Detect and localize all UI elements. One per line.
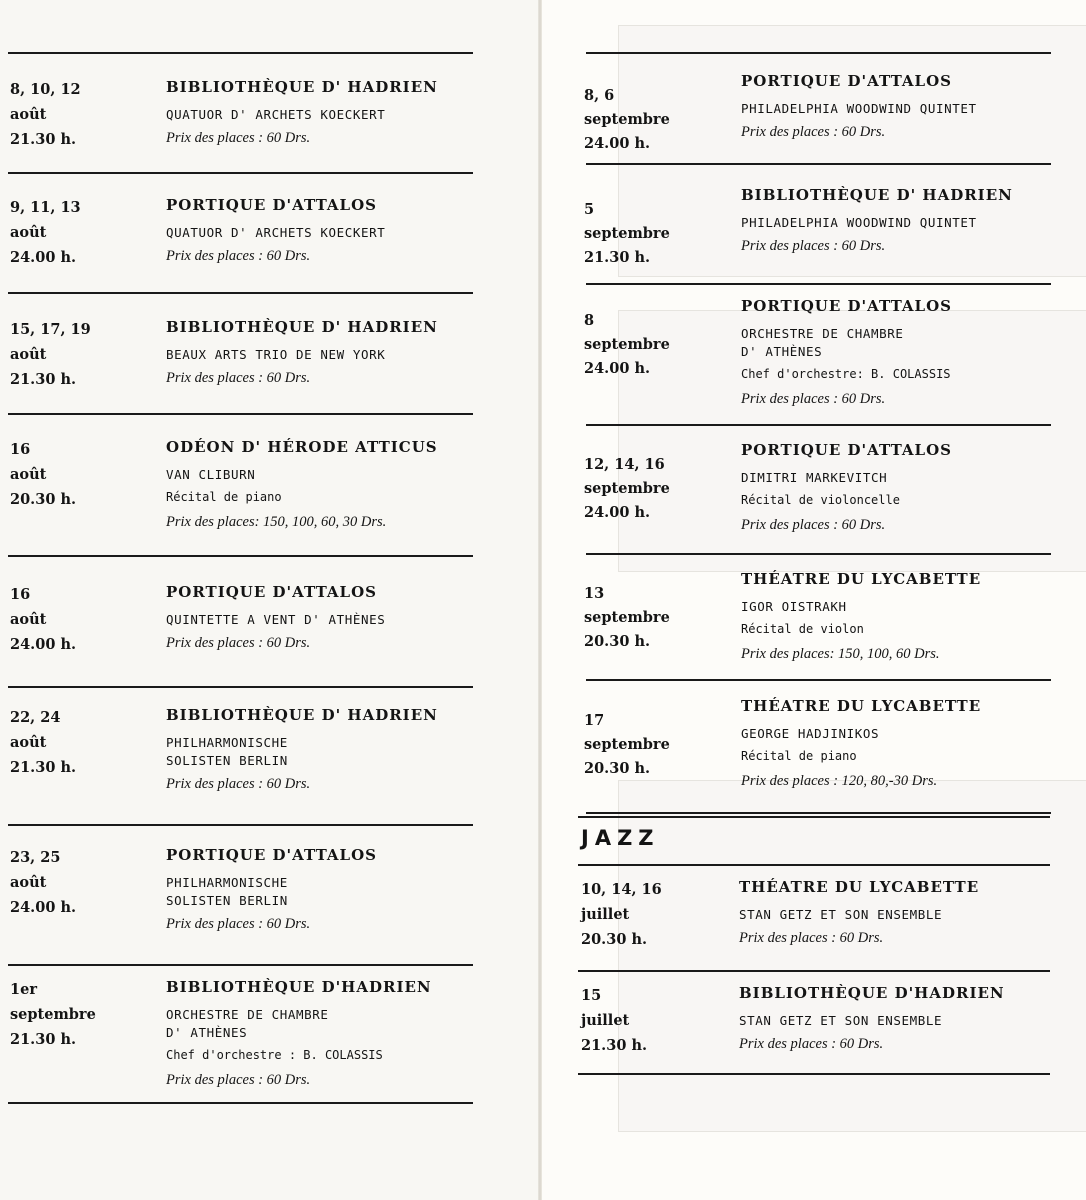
entry-time: 24.00 h. [584,360,651,377]
venue-name: THÉATRE DU LYCABETTE [739,878,980,896]
performer-name: PHILHARMONISCHE [166,875,288,890]
section-divider [578,970,1050,972]
performer-name: ORCHESTRE DE CHAMBRE [741,326,904,341]
entry-time: 21.30 h. [10,371,77,388]
entry-dates: 9, 11, 13 [10,199,81,216]
performance-detail: Récital de piano [741,749,857,763]
ticket-price: Prix des places : 60 Drs. [166,248,311,264]
entry-dates: 13 [584,585,605,602]
section-divider [586,679,1051,681]
page-fold [538,0,542,1200]
venue-name: PORTIQUE D'ATTALOS [166,196,378,214]
section-divider [8,172,473,174]
entry-dates: 16 [10,586,31,603]
section-divider [586,283,1051,285]
entry-month: septembre [584,336,670,353]
venue-name: BIBLIOTHÈQUE D' HADRIEN [166,318,438,336]
section-divider [8,686,473,688]
entry-dates: 5 [584,201,595,218]
section-divider [586,553,1051,555]
ticket-price: Prix des places : 60 Drs. [166,1072,311,1088]
performer-name: ORCHESTRE DE CHAMBRE [166,1007,329,1022]
entry-month: juillet [581,1012,630,1029]
ticket-price: Prix des places : 60 Drs. [741,238,886,254]
entry-dates: 23, 25 [10,849,61,866]
entry-month: septembre [584,480,670,497]
entry-month: août [10,734,47,751]
entry-time: 24.00 h. [10,899,77,916]
performer-name: GEORGE HADJINIKOS [741,726,880,741]
entry-time: 20.30 h. [584,760,651,777]
ticket-price: Prix des places: 150, 100, 60 Drs. [741,646,940,662]
section-divider [8,413,473,415]
section-divider [8,555,473,557]
entry-month: août [10,611,47,628]
performer-name: QUATUOR D' ARCHETS KOECKERT [166,225,386,240]
performer-name: SOLISTEN BERLIN [166,893,288,908]
entry-dates: 8, 6 [584,87,615,104]
entry-dates: 17 [584,712,605,729]
entry-month: septembre [584,111,670,128]
entry-dates: 22, 24 [10,709,61,726]
entry-time: 20.30 h. [584,633,651,650]
ticket-price: Prix des places : 60 Drs. [166,370,311,386]
performer-name: D' ATHÈNES [166,1025,248,1040]
ticket-price: Prix des places : 60 Drs. [166,916,311,932]
entry-time: 21.30 h. [581,1037,648,1054]
entry-dates: 1er [10,981,37,998]
entry-time: 21.30 h. [10,131,77,148]
entry-month: juillet [581,906,630,923]
entry-month: septembre [584,609,670,626]
performer-name: PHILADELPHIA WOODWIND QUINTET [741,215,977,230]
venue-name: PORTIQUE D'ATTALOS [166,846,378,864]
section-divider [8,1102,473,1104]
venue-name: THÉATRE DU LYCABETTE [741,697,982,715]
venue-name: BIBLIOTHÈQUE D' HADRIEN [166,78,438,96]
performer-name: BEAUX ARTS TRIO DE NEW YORK [166,347,386,362]
performer-name: D' ATHÈNES [741,344,823,359]
section-divider [578,816,1050,818]
entry-dates: 12, 14, 16 [584,456,665,473]
entry-month: septembre [584,225,670,242]
performer-name: QUINTETTE A VENT D' ATHÈNES [166,612,386,627]
ticket-price: Prix des places : 60 Drs. [166,635,311,651]
entry-time: 21.30 h. [10,759,77,776]
entry-time: 20.30 h. [581,931,648,948]
ticket-price: Prix des places : 60 Drs. [166,776,311,792]
section-divider [586,424,1051,426]
entry-month: août [10,874,47,891]
section-divider [8,52,473,54]
entry-dates: 10, 14, 16 [581,881,662,898]
entry-time: 21.30 h. [10,1031,77,1048]
ticket-price: Prix des places : 60 Drs. [739,1036,884,1052]
performer-name: SOLISTEN BERLIN [166,753,288,768]
venue-name: ODÉON D' HÉRODE ATTICUS [166,438,438,456]
section-divider [578,1073,1050,1075]
ticket-price: Prix des places : 60 Drs. [741,517,886,533]
performer-name: DIMITRI MARKEVITCH [741,470,888,485]
entry-month: septembre [10,1006,96,1023]
jazz-section-heading: JAZZ [581,826,660,850]
entry-month: août [10,224,47,241]
performer-name: STAN GETZ ET SON ENSEMBLE [739,907,943,922]
venue-name: BIBLIOTHÈQUE D' HADRIEN [741,186,1013,204]
entry-month: août [10,466,47,483]
entry-dates: 15, 17, 19 [10,321,91,338]
ticket-price: Prix des places : 60 Drs. [166,130,311,146]
venue-name: THÉATRE DU LYCABETTE [741,570,982,588]
performance-detail: Chef d'orchestre: B. COLASSIS [741,367,951,381]
performer-name: VAN CLIBURN [166,467,256,482]
performance-detail: Récital de violon [741,622,864,636]
entry-month: août [10,346,47,363]
section-divider [586,812,1051,814]
venue-name: BIBLIOTHÈQUE D'HADRIEN [739,984,1005,1002]
ticket-price: Prix des places : 120, 80,-30 Drs. [741,773,938,789]
ticket-price: Prix des places: 150, 100, 60, 30 Drs. [166,514,387,530]
venue-name: PORTIQUE D'ATTALOS [741,441,953,459]
entry-dates: 8, 10, 12 [10,81,81,98]
performer-name: PHILHARMONISCHE [166,735,288,750]
entry-month: août [10,106,47,123]
performer-name: QUATUOR D' ARCHETS KOECKERT [166,107,386,122]
performer-name: IGOR OISTRAKH [741,599,847,614]
performance-detail: Récital de piano [166,490,282,504]
section-divider [586,163,1051,165]
section-divider [8,964,473,966]
entry-time: 24.00 h. [584,135,651,152]
performance-detail: Récital de violoncelle [741,493,900,507]
section-divider [8,292,473,294]
entry-dates: 15 [581,987,602,1004]
ticket-price: Prix des places : 60 Drs. [741,124,886,140]
section-divider [586,52,1051,54]
entry-time: 24.00 h. [10,249,77,266]
entry-month: septembre [584,736,670,753]
entry-time: 24.00 h. [584,504,651,521]
section-divider [578,864,1050,866]
performer-name: PHILADELPHIA WOODWIND QUINTET [741,101,977,116]
venue-name: PORTIQUE D'ATTALOS [741,72,953,90]
venue-name: BIBLIOTHÈQUE D'HADRIEN [166,978,432,996]
entry-time: 21.30 h. [584,249,651,266]
entry-dates: 16 [10,441,31,458]
section-divider [8,824,473,826]
ticket-price: Prix des places : 60 Drs. [739,930,884,946]
venue-name: PORTIQUE D'ATTALOS [166,583,378,601]
ticket-price: Prix des places : 60 Drs. [741,391,886,407]
venue-name: PORTIQUE D'ATTALOS [741,297,953,315]
venue-name: BIBLIOTHÈQUE D' HADRIEN [166,706,438,724]
performance-detail: Chef d'orchestre : B. COLASSIS [166,1048,383,1062]
entry-time: 24.00 h. [10,636,77,653]
entry-dates: 8 [584,312,595,329]
entry-time: 20.30 h. [10,491,77,508]
performer-name: STAN GETZ ET SON ENSEMBLE [739,1013,943,1028]
bleed-through-shadow [618,780,1086,1132]
